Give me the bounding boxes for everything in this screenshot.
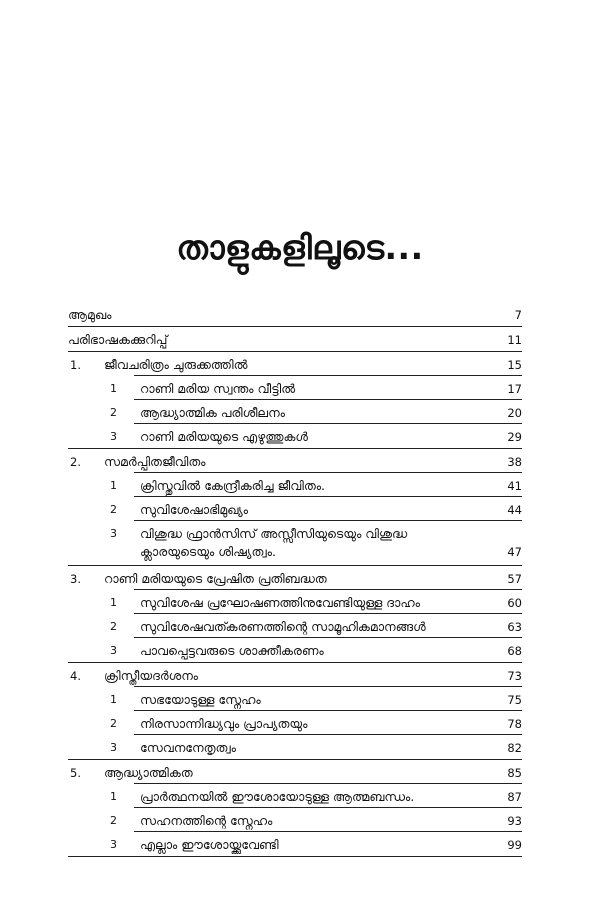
toc-subsection-row [68, 832, 522, 857]
toc-entry-number: 1. [70, 358, 81, 372]
toc-entry-number: 1 [110, 790, 117, 803]
toc-entry-number: 2 [110, 503, 117, 516]
toc-page-number: 68 [507, 644, 522, 658]
toc-chapter-row [68, 449, 522, 473]
toc-entry-title: ആമുഖം [68, 307, 112, 322]
toc-page-number: 38 [507, 455, 522, 469]
toc-subsection-row [68, 638, 522, 663]
toc-page-number: 73 [507, 669, 522, 683]
toc-page-number: 82 [507, 741, 522, 755]
toc-page-number: 85 [507, 766, 522, 780]
toc-entry-number: 1 [110, 479, 117, 492]
toc-subsection-row [68, 497, 522, 521]
toc-entry-title: നിരസാന്നിദ്ധ്യവും പ്രാപ്യതയും [140, 716, 308, 731]
toc-entry-title: റാണി മരിയയുടെ പ്രേഷിത പ്രതിബദ്ധത [104, 571, 327, 586]
toc-subsection-row [68, 711, 522, 735]
toc-subsection-row [68, 424, 522, 449]
toc-entry-number: 4. [70, 669, 81, 683]
toc-entry-number: 3 [110, 527, 117, 540]
toc-entry-title: പരിഭാഷകക്കുറിപ്പ് [68, 332, 168, 347]
toc-entry-number: 3. [70, 572, 81, 586]
toc-subsection-row [68, 473, 522, 497]
toc-entry-number: 2. [70, 455, 81, 469]
toc-entry-title: സഭയോടുള്ള സ്നേഹം [140, 692, 261, 707]
toc-page-number: 47 [507, 545, 522, 559]
toc-entry-title: സമർപ്പിതജീവിതം [104, 454, 206, 469]
toc-entry-number: 2 [110, 717, 117, 730]
toc-entry-number: 3 [110, 838, 117, 851]
toc-entry-row [68, 302, 522, 327]
toc-page-number: 20 [507, 406, 522, 420]
toc-entry-title: ക്രിസ്തീയദർശനം [104, 668, 199, 683]
toc-page-number: 44 [507, 503, 522, 517]
toc-entry-title: ജീവചരിത്രം ചുരുക്കത്തിൽ [104, 357, 248, 372]
toc-entry-number: 1 [110, 596, 117, 609]
toc-entry-title: റാണി മരിയയുടെ എഴുത്തുകൾ [140, 429, 308, 444]
toc-page-number: 11 [507, 333, 522, 347]
toc-subsection-row [68, 376, 522, 400]
toc-subsection-row [68, 400, 522, 424]
toc-entry-number: 3 [110, 430, 117, 443]
toc-entry-number: 1 [110, 382, 117, 395]
toc-chapter-row [68, 663, 522, 687]
toc-entry-number: 2 [110, 406, 117, 419]
toc-entry-number: 3 [110, 644, 117, 657]
toc-subsection-row [68, 687, 522, 711]
toc-page-number: 99 [507, 838, 522, 852]
toc-page-number: 41 [507, 479, 522, 493]
toc-page-number: 17 [507, 382, 522, 396]
toc-subsection-row [68, 808, 522, 832]
toc-entry-title: പാവപ്പെട്ടവരുടെ ശാക്തീകരണം [140, 643, 324, 658]
toc-subsection-row [68, 521, 522, 566]
toc-entry-number: 2 [110, 814, 117, 827]
toc-subsection-row [68, 590, 522, 614]
toc-entry-title: സുവിശേഷവത്കരണത്തിന്റെ സാമൂഹികമാനങ്ങൾ [140, 619, 426, 634]
toc-page-number: 29 [507, 430, 522, 444]
toc-chapter-row [68, 352, 522, 376]
toc-page-number: 78 [507, 717, 522, 731]
toc-entry-title: ആദ്ധ്യാത്മികത [104, 765, 193, 780]
toc-subsection-row [68, 614, 522, 638]
toc-subsection-row [68, 784, 522, 808]
toc-page-number: 87 [507, 790, 522, 804]
toc-entry-title: സുവിശേഷാഭിമുഖ്യം [140, 502, 248, 517]
toc-chapter-row [68, 760, 522, 784]
toc-page-number: 93 [507, 814, 522, 828]
toc-entry-title: പ്രാർത്ഥനയിൽ ഈശോയോടുള്ള ആത്മബന്ധം. [140, 789, 415, 804]
toc-page-number: 57 [507, 572, 522, 586]
toc-entry-number: 2 [110, 620, 117, 633]
toc-entry-title: വിശുദ്ധ ഫ്രാൻസിസ് അസ്സീസിയുടെയും വിശുദ്ധ ക്ലാരയുടെയും ശിഷ്യത്വം. [140, 526, 408, 559]
toc-subsection-row [68, 735, 522, 760]
toc-page-number: 60 [507, 596, 522, 610]
toc-entry-title: റാണി മരിയ സ്വന്തം വീട്ടിൽ [140, 381, 296, 396]
toc-entry-title: ആദ്ധ്യാത്മിക പരിശീലനം [140, 405, 285, 420]
toc-chapter-row [68, 566, 522, 590]
toc-entry-number: 1 [110, 693, 117, 706]
toc-entry-number: 3 [110, 741, 117, 754]
toc-page-number: 75 [507, 693, 522, 707]
toc-entry-title: സുവിശേഷ പ്രഘോഷണത്തിനുവേണ്ടിയുള്ള ദാഹം [140, 595, 420, 610]
toc-page-number: 63 [507, 620, 522, 634]
toc-entry-title: സഹനത്തിന്റെ സ്നേഹം [140, 813, 273, 828]
toc-entry-row [68, 327, 522, 352]
toc-entry-title: ക്രിസ്തുവിൽ കേന്ദ്രീകരിച്ച ജീവിതം. [140, 478, 326, 493]
toc-entry-title: എല്ലാം ഈശോയ്ക്കുവേണ്ടി [140, 837, 279, 852]
table-of-contents [68, 302, 522, 857]
toc-page-number: 15 [507, 358, 522, 372]
page-title: താളുകളിലൂടെ... [176, 228, 424, 267]
toc-page-number: 7 [514, 308, 522, 322]
toc-entry-number: 5. [70, 766, 81, 780]
toc-entry-title: സേവനനേതൃത്വം [140, 740, 236, 755]
